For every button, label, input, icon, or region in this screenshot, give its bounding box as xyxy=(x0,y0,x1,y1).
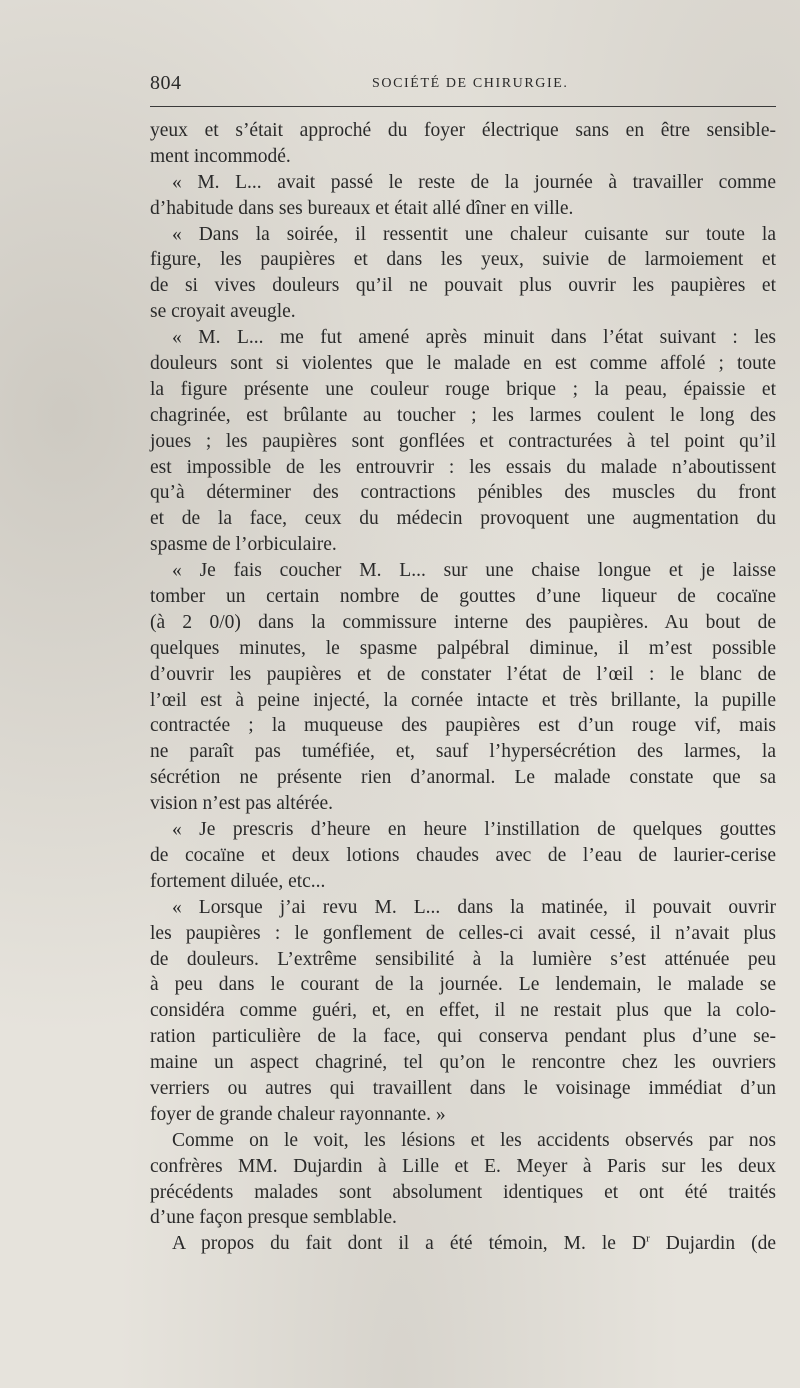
text-line: de si vives douleurs qu’il ne pouvait plus ouvrir les paupières et xyxy=(150,275,776,297)
text-line: les paupières : le gonflement de celles-ci avait cessé, il n’avait plus xyxy=(150,922,776,944)
text-line: yeux et s’était approché du foyer électrique sans en être sensible- xyxy=(150,120,776,141)
text-line: chagrinée, est brûlante au toucher ; les larmes coulent le long des xyxy=(150,404,776,426)
text-line: l’œil est à peine injecté, la cornée intacte et très brillante, la pupille xyxy=(150,689,776,711)
text-line: ration particulière de la face, qui conserva pendant plus d’une se- xyxy=(150,1026,776,1048)
text-line: « Je prescris d’heure en heure l’instillation de quelques gouttes xyxy=(172,819,776,841)
text-line: de cocaïne et deux lotions chaudes avec de l’eau de laurier-cerise xyxy=(150,844,776,866)
text-line: foyer de grande chaleur rayonnante. » xyxy=(150,1103,446,1125)
text-line: se croyait aveugle. xyxy=(150,301,296,323)
body-text xyxy=(150,118,776,1257)
text-line: précédents malades sont absolument identiques et ont été traités xyxy=(150,1181,776,1203)
text-line: confrères MM. Dujardin à Lille et E. Meyer à Paris sur les deux xyxy=(150,1155,776,1177)
text-line: spasme de l’orbiculaire. xyxy=(150,534,337,556)
text-line: Comme on le voit, les lésions et les accidents observés par nos xyxy=(172,1129,776,1151)
text-line: qu’à déterminer des contractions pénibles des muscles du front xyxy=(150,482,776,504)
text-line-final xyxy=(150,1231,776,1257)
text-line: figure, les paupières et dans les yeux, suivie de larmoiement et xyxy=(150,249,776,271)
final-line-start: A propos du fait dont il a été témoin, M. le D xyxy=(172,1233,647,1255)
final-line-end: Dujardin (de xyxy=(649,1233,776,1255)
final-line-superscript: r xyxy=(646,1232,650,1245)
text-line: « Dans la soirée, il ressentit une chaleur cuisante sur toute la xyxy=(172,223,776,245)
text-line: « M. L... avait passé le reste de la journée à travailler comme xyxy=(172,171,776,193)
text-line: et de la face, ceux du médecin provoquent une augmentation du xyxy=(150,508,776,530)
text-line: d’une façon presque semblable. xyxy=(150,1207,397,1229)
text-line: quelques minutes, le spasme palpébral diminue, il m’est possible xyxy=(150,637,776,659)
text-line: (à 2 0/0) dans la commissure interne des paupières. Au bout de xyxy=(150,611,776,633)
text-line: contractée ; la muqueuse des paupières est d’un rouge vif, mais xyxy=(150,715,776,737)
text-line: la figure présente une couleur rouge brique ; la peau, épaissie et xyxy=(150,378,776,400)
text-line: « M. L... me fut amené après minuit dans l’état suivant : les xyxy=(172,327,776,349)
text-line: d’ouvrir les paupières et de constater l’état de l’œil : le blanc de xyxy=(150,663,776,685)
text-line: sécrétion ne présente rien d’anormal. Le malade constate que sa xyxy=(150,767,776,789)
text-line: de douleurs. L’extrême sensibilité à la lumière s’est atténuée peu xyxy=(150,948,776,970)
text-line: verriers ou autres qui travaillent dans le voisinage immédiat d’un xyxy=(150,1077,776,1099)
text-line: tomber un certain nombre de gouttes d’une liqueur de cocaïne xyxy=(150,586,776,608)
page-number: 804 xyxy=(150,72,182,94)
header-rule xyxy=(150,106,776,107)
text-line: ne paraît pas tuméfiée, et, sauf l’hypersécrétion des larmes, la xyxy=(150,741,776,763)
text-line: joues ; les paupières sont gonflées et contracturées à tel point qu’il xyxy=(150,430,776,452)
text-line: est impossible de les entrouvrir : les essais du malade n’aboutissent xyxy=(150,456,776,478)
text-line: à peu dans le courant de la journée. Le lendemain, le malade se xyxy=(150,974,776,996)
text-line: maine un aspect chagriné, tel qu’on le rencontre chez les ouvriers xyxy=(150,1052,776,1074)
text-line: vision n’est pas altérée. xyxy=(150,793,334,815)
running-head xyxy=(150,72,776,102)
text-line: « Je fais coucher M. L... sur une chaise longue et je laisse xyxy=(172,560,776,582)
running-title: SOCIÉTÉ DE CHIRURGIE. xyxy=(372,76,569,91)
text-line: d’habitude dans ses bureaux et était allé dîner en ville. xyxy=(150,197,574,219)
text-line: « Lorsque j’ai revu M. L... dans la matinée, il pouvait ouvrir xyxy=(172,896,776,918)
text-line: ment incommodé. xyxy=(150,145,291,167)
text-line: douleurs sont si violentes que le malade en est comme affolé ; toute xyxy=(150,353,776,375)
text-line: fortement diluée, etc... xyxy=(150,870,326,892)
text-line: considéra comme guéri, et, en effet, il ne restait plus que la colo- xyxy=(150,1000,776,1022)
